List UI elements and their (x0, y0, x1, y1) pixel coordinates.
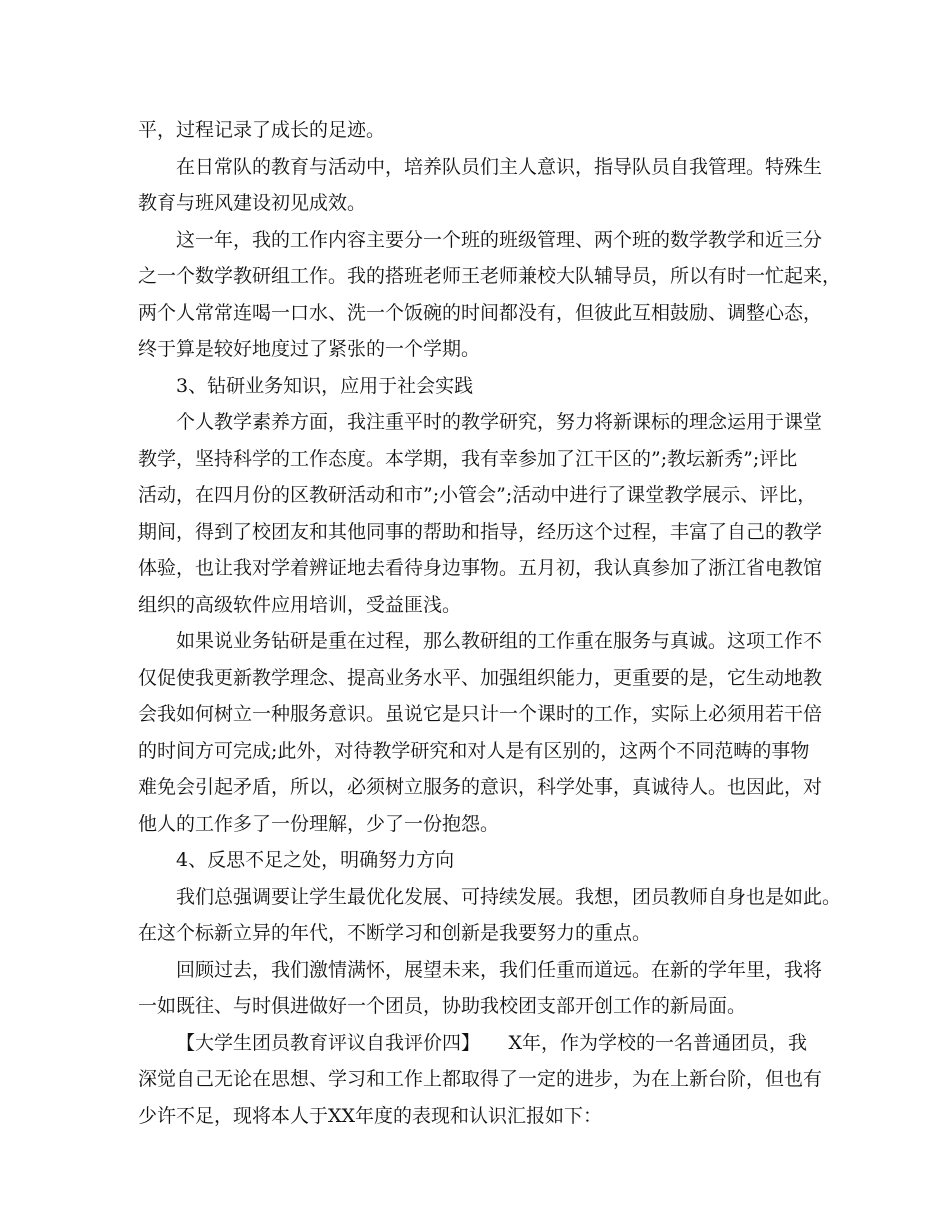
text-line: 体验，也让我对学着辨证地去看待身边事物。五月初，我认真参加了浙江省电教馆 (138, 557, 823, 579)
section-heading: 4、反思不足之处，明确努力方向 (176, 849, 455, 871)
text-line: 少许不足，现将本人于XX年度的表现和认识汇报如下： (138, 1105, 603, 1127)
paragraph-line: 【大学生团员教育评议自我评价四】 X年，作为学校的一名普通团员，我 (176, 1032, 808, 1054)
text-line: 会我如何树立一种服务意识。虽说它是只计一个课时的工作，实际上必须用若干倍 (138, 703, 823, 725)
text-line: 仅促使我更新教学理念、提高业务水平、加强组织能力，更重要的是，它生动地教 (138, 667, 823, 689)
text-line: 的时间方可完成;此外，对待教学研究和对人是有区别的，这两个不同范畴的事物 (138, 740, 810, 762)
paragraph-line: 个人教学素养方面，我注重平时的教学研究，努力将新课标的理念运用于课堂 (176, 411, 823, 433)
text-line: 终于算是较好地度过了紧张的一个学期。 (138, 338, 481, 360)
section-heading: 3、钻研业务知识，应用于社会实践 (176, 375, 474, 397)
text-line: 他人的工作多了一份理解，少了一份抱怨。 (138, 813, 500, 835)
text-line: 平，过程记录了成长的足迹。 (138, 119, 386, 141)
text-line: 教育与班风建设初见成效。 (138, 192, 367, 214)
paragraph-line: 在日常队的教育与活动中，培养队员们主人意识，指导队员自我管理。特殊生 (176, 156, 823, 178)
text-line: 深觉自己无论在思想、学习和工作上都取得了一定的进步，为在上新台阶，但也有 (138, 1068, 823, 1090)
text-line: 期间，得到了校团友和其他同事的帮助和指导，经历这个过程，丰富了自己的教学 (138, 521, 823, 543)
text-line: 两个人常常连喝一口水、洗一个饭碗的时间都没有，但彼此互相鼓励、调整心态， (138, 302, 823, 324)
paragraph-line: 如果说业务钻研是重在过程，那么教研组的工作重在服务与真诚。这项工作不 (176, 630, 823, 652)
text-line: 在这个标新立异的年代，不断学习和创新是我要努力的重点。 (138, 922, 652, 944)
paragraph-line: 这一年，我的工作内容主要分一个班的班级管理、两个班的数学教学和近三分 (176, 229, 823, 251)
text-line: 一如既往、与时俱进做好一个团员，协助我校团支部开创工作的新局面。 (138, 995, 747, 1017)
paragraph-line: 我们总强调要让学生最优化发展、可持续发展。我想，团员教师自身也是如此。 (176, 886, 842, 908)
paragraph-line: 回顾过去，我们激情满怀，展望未来，我们任重而道远。在新的学年里，我将 (176, 959, 823, 981)
text-line: 难免会引起矛盾，所以，必须树立服务的意识，科学处事，真诚待人。也因此，对 (138, 776, 823, 798)
text-line: 教学，坚持科学的工作态度。本学期，我有幸参加了江干区的”;教坛新秀”;评比 (138, 448, 798, 470)
text-line: 活动，在四月份的区教研活动和市”;小管会”;活动中进行了课堂教学展示、评比， (138, 484, 817, 506)
text-line: 组织的高级软件应用培训，受益匪浅。 (138, 594, 462, 616)
text-line: 之一个数学教研组工作。我的搭班老师王老师兼校大队辅导员，所以有时一忙起来， (138, 265, 842, 287)
